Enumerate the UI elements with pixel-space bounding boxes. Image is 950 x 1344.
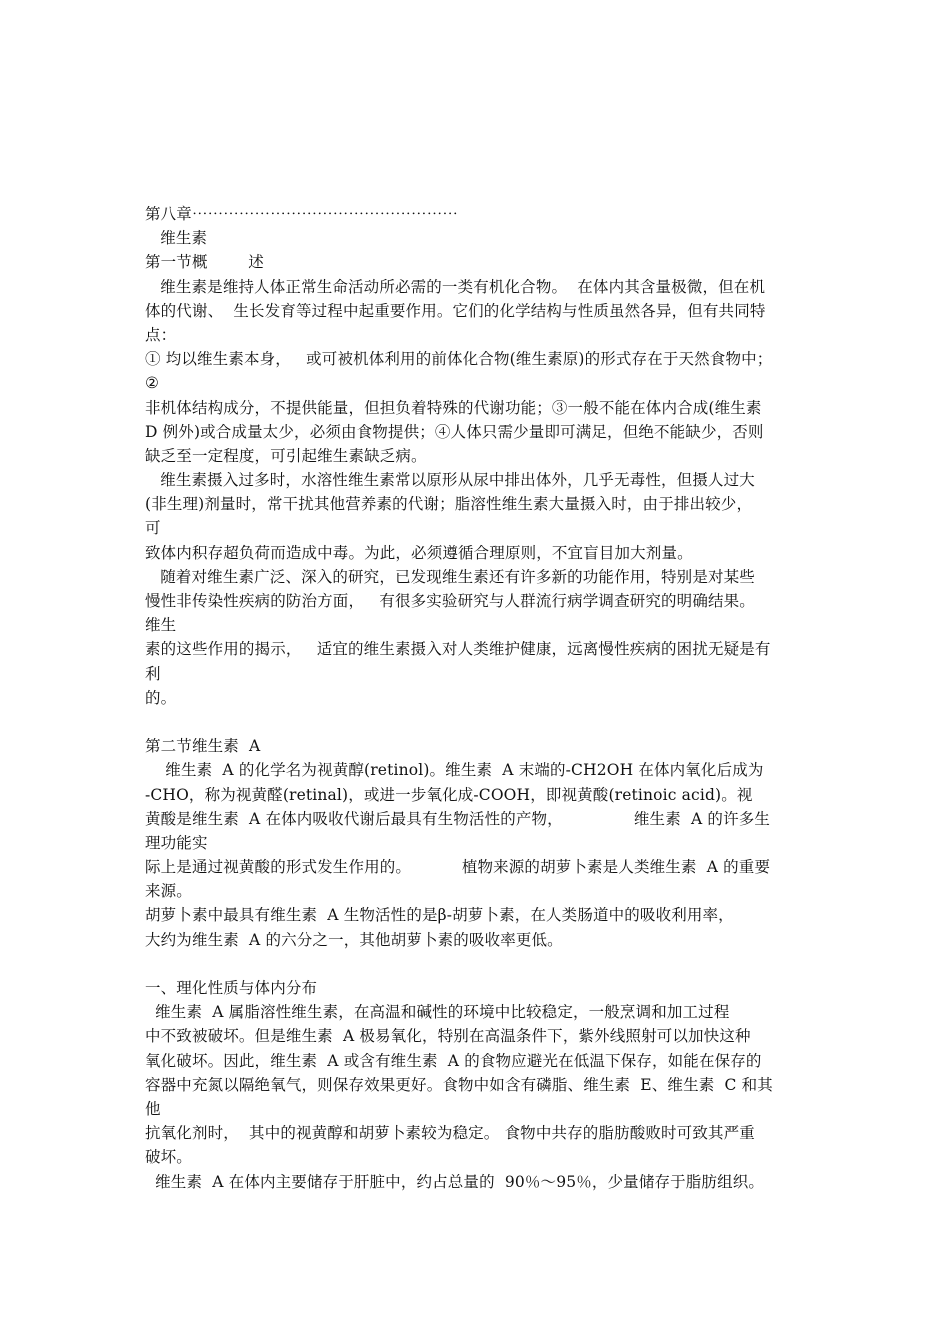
paragraph-line: 可 <box>145 519 161 538</box>
paragraph-line: 慢性非传染性疾病的防治方面， 有很多实验研究与人群流行病学调查研究的明确结果。 <box>145 592 755 610</box>
paragraph-line: 利 <box>145 664 161 683</box>
subsection-heading: 一、理化性质与体内分布 <box>145 979 318 997</box>
paragraph-line: D 例外)或合成量太少，必须由食物提供；④人体只需少量即可满足，但绝不能缺少，否则 <box>145 422 764 441</box>
paragraph-line: 氧化破坏。因此，维生素 A 或含有维生素 A 的食物应避光在低温下保存，如能在保存的 <box>145 1051 762 1070</box>
paragraph-line: ② <box>145 374 160 393</box>
paragraph-line: 胡萝卜素中最具有维生素 A 生物活性的是β-胡萝卜素，在人类肠道中的吸收利用率， <box>145 906 734 925</box>
document-page <box>145 202 820 1194</box>
paragraph-line: 维生素 A 的化学名为视黄醇(retinol)。维生素 A 末端的-CH2OH 在体内氧化后成为 <box>145 761 764 780</box>
paragraph-line: 维生素 A 在体内主要储存于肝脏中，约占总量的 90％～95％，少量储存于脂肪组织。 <box>145 1172 765 1191</box>
paragraph-line: 中不致被破坏。但是维生素 A 极易氧化，特别在高温条件下，紫外线照射可以加快这种 <box>145 1027 751 1046</box>
paragraph-line: 大约为维生素 A 的六分之一，其他胡萝卜素的吸收率更低。 <box>145 930 563 949</box>
paragraph-line: 致体内积存超负荷而造成中毒。为此，必须遵循合理原则，不宜盲目加大剂量。 <box>145 543 693 562</box>
paragraph-line: 点： <box>145 325 177 344</box>
paragraph-line: 黄酸是维生素 A 在体内吸收代谢后最具有生物活性的产物， 维生素 A 的许多生 <box>145 809 771 828</box>
paragraph-line: 际上是通过视黄酸的形式发生作用的。 植物来源的胡萝卜素是人类维生素 A 的重要 <box>145 858 771 877</box>
paragraph-line: 的。 <box>145 688 177 707</box>
paragraph-line: 他 <box>145 1099 161 1118</box>
section-2-heading: 第二节维生素 A <box>145 737 261 756</box>
paragraph-line: 容器中充氮以隔绝氧气，则保存效果更好。食物中如含有磷脂、维生素 E、维生素 C 和其 <box>145 1075 773 1094</box>
chapter-heading: 第八章⋯⋯⋯⋯⋯⋯⋯⋯⋯⋯⋯⋯⋯⋯⋯⋯⋯ <box>145 205 459 223</box>
section-1-heading: 第一节概 述 <box>145 253 264 272</box>
paragraph-line: 理功能实 <box>145 833 208 852</box>
paragraph-line: 维生素是维持人体正常生命活动所必需的一类有机化合物。 在体内其含量极微，但在机 <box>145 277 766 296</box>
paragraph-line: -CHO，称为视黄醛(retinal)，或进一步氧化成-COOH，即视黄酸(retinoic acid)。视 <box>145 785 753 804</box>
blank-line <box>145 952 820 976</box>
paragraph-line: 缺乏至一定程度，可引起维生素缺乏病。 <box>145 446 427 465</box>
paragraph-line: 素的这些作用的揭示， 适宜的维生素摄入对人类维护健康，远离慢性疾病的困扰无疑是有 <box>145 640 771 659</box>
paragraph-line: 维生 <box>145 616 177 635</box>
paragraph-line: 体的代谢、 生长发育等过程中起重要作用。它们的化学结构与性质虽然各异，但有共同特 <box>145 301 766 320</box>
paragraph-line: 非机体结构成分，不提供能量，但担负着特殊的代谢功能；③一般不能在体内合成(维生素 <box>145 398 762 417</box>
chapter-title: 维生素 <box>145 229 208 248</box>
paragraph-line: 来源。 <box>145 882 192 901</box>
blank-line <box>145 710 820 734</box>
paragraph-line: 维生素 A 属脂溶性维生素，在高温和碱性的环境中比较稳定，一般烹调和加工过程 <box>145 1003 730 1022</box>
paragraph-line: 破坏。 <box>145 1148 192 1167</box>
paragraph-line: 随着对维生素广泛、深入的研究，已发现维生素还有许多新的功能作用，特别是对某些 <box>145 567 755 586</box>
paragraph-line: ① 均以维生素本身， 或可被机体利用的前体化合物(维生素原)的形式存在于天然食物中； <box>145 350 773 369</box>
paragraph-line: (非生理)剂量时，常干扰其他营养素的代谢；脂溶性维生素大量摄入时，由于排出较少， <box>145 495 753 514</box>
paragraph-line: 抗氧化剂时， 其中的视黄醇和胡萝卜素较为稳定。 食物中共存的脂肪酸败时可致其严重 <box>145 1124 755 1143</box>
paragraph-line: 维生素摄入过多时，水溶性维生素常以原形从尿中排出体外，几乎无毒性，但摄人过大 <box>145 471 755 490</box>
